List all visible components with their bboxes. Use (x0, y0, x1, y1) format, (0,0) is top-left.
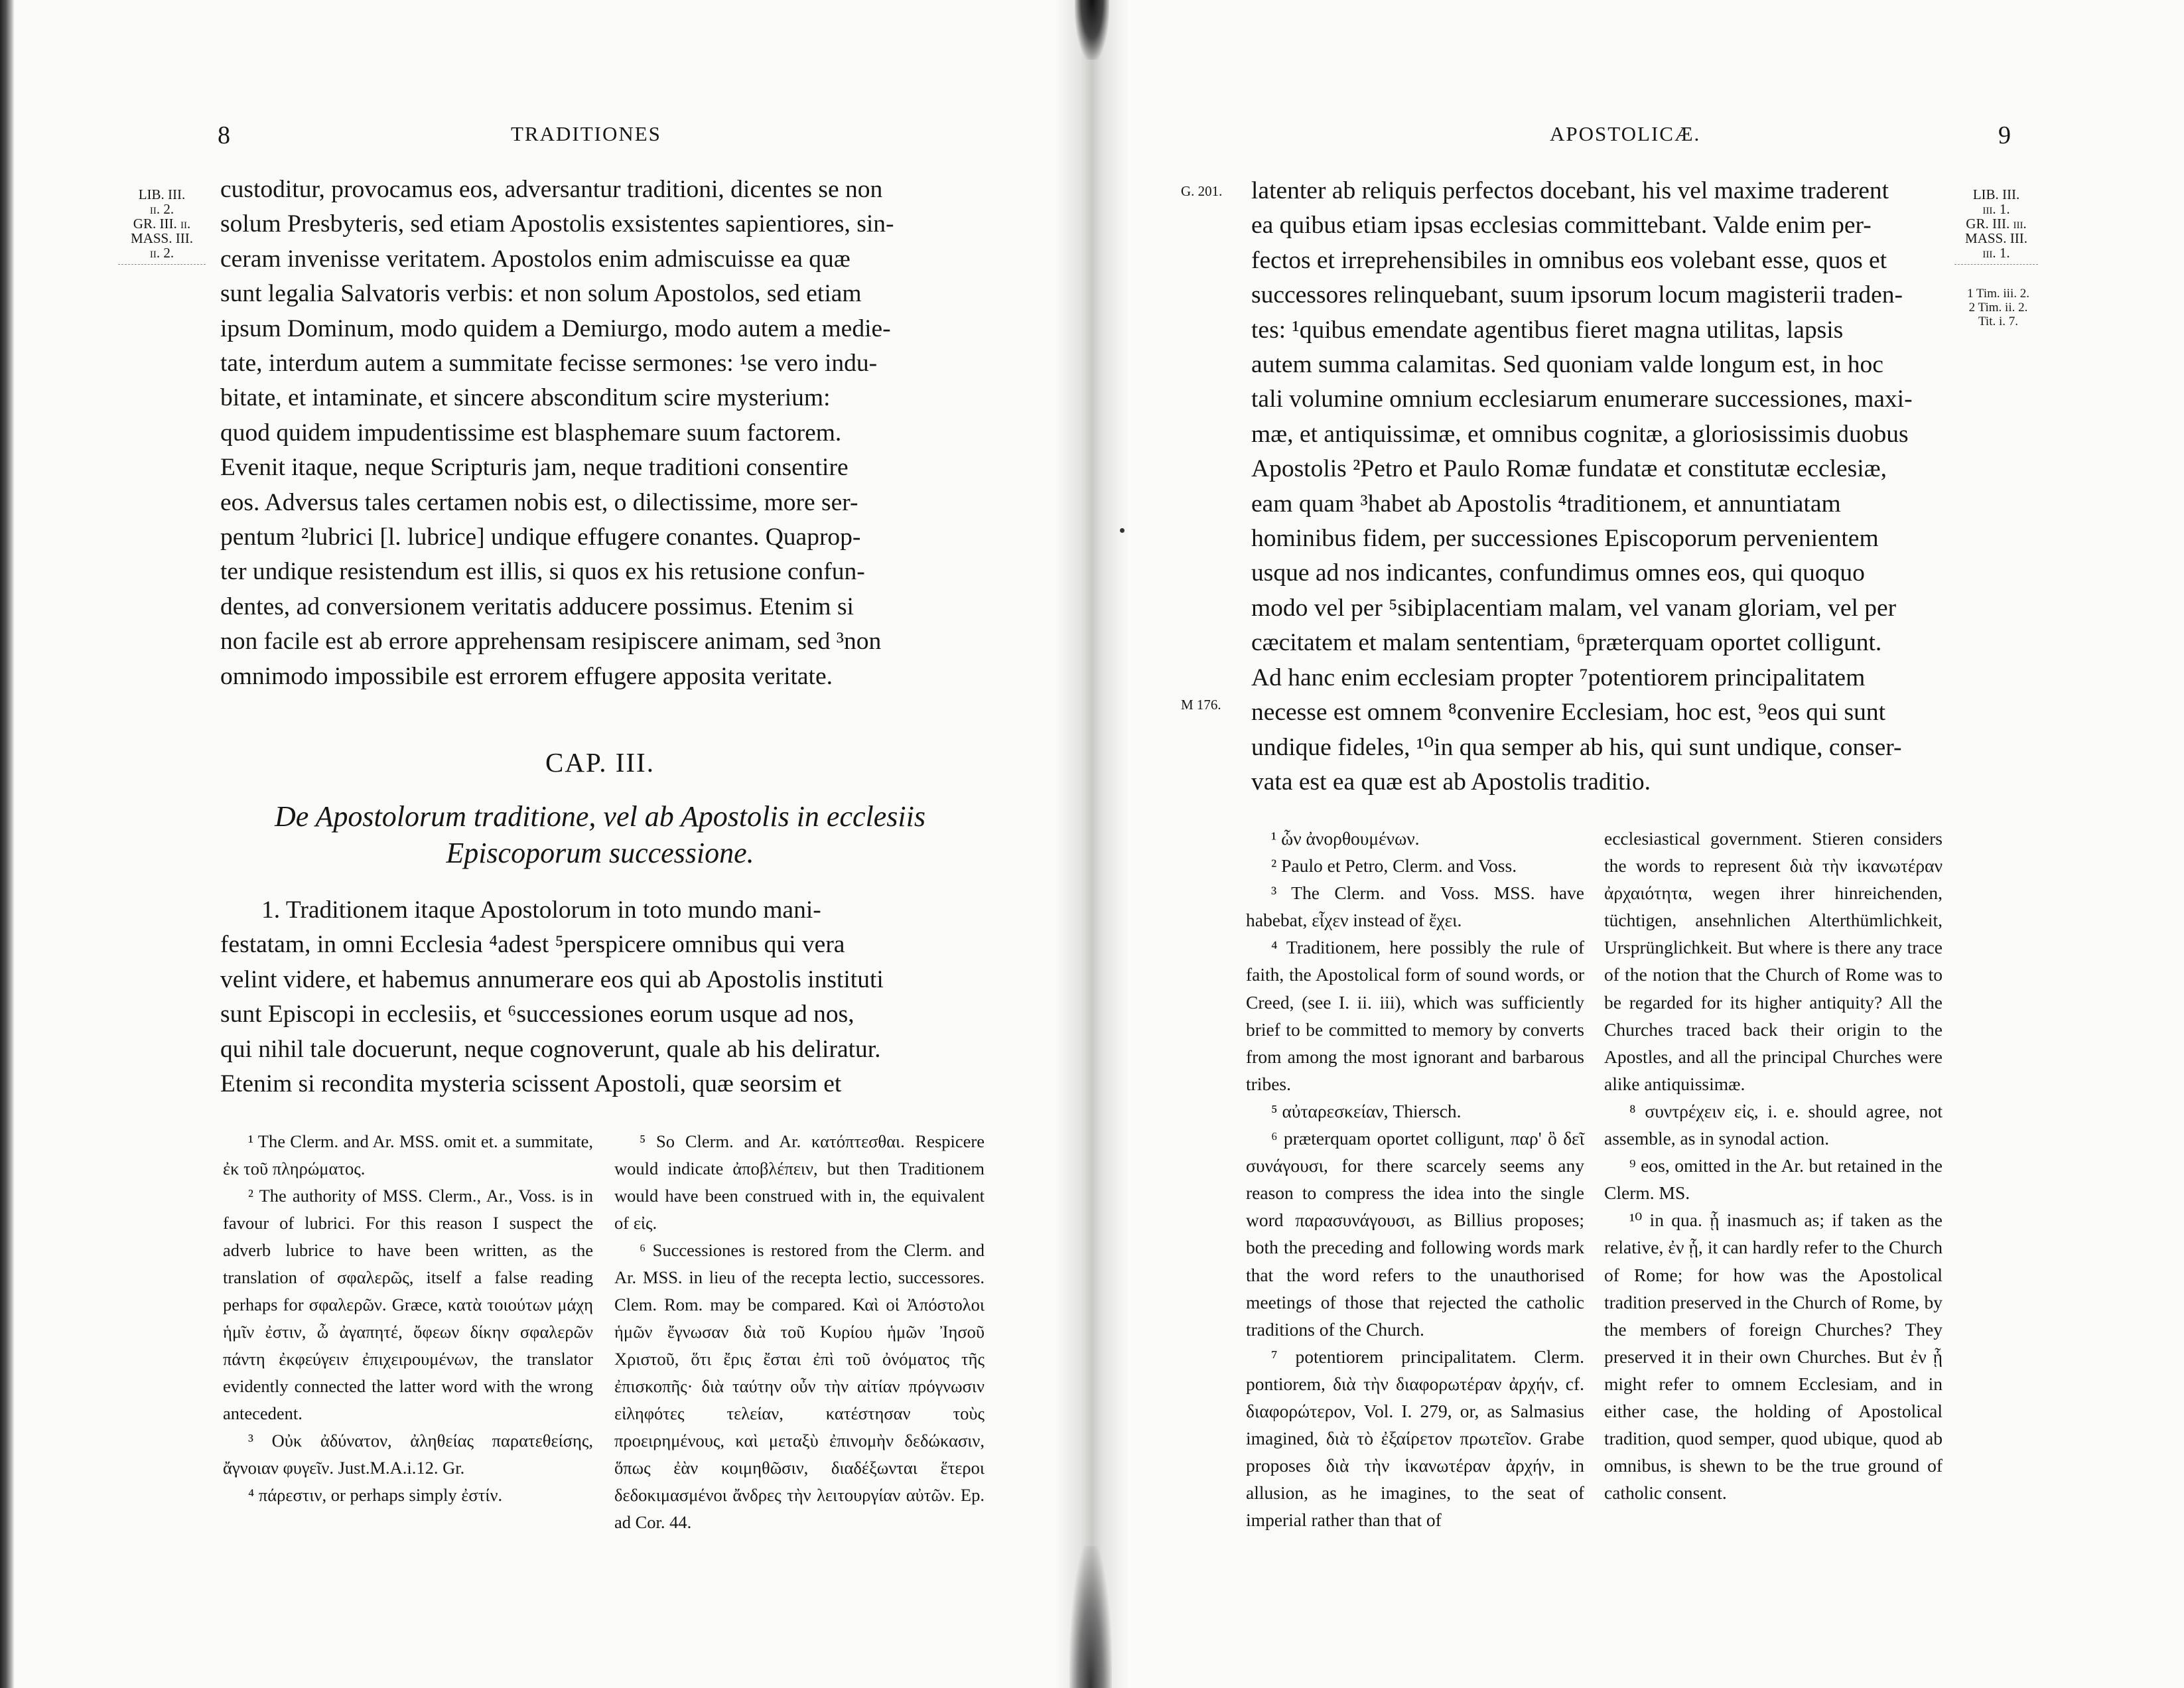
text-line: qui nihil tale docuerunt, neque cognoverunt, quale ab his deliratur. (220, 1035, 881, 1063)
scripture-ref: 2 Tim. ii. 2. (1968, 301, 2028, 315)
text-line: ea quibus etiam ipsas ecclesias committebant. Valde enim per- (1251, 212, 1872, 240)
subtitle-line: De Apostolorum traditione, vel ab Apostolis in ecclesiis (275, 800, 925, 833)
footnote: ³ The Clerm. and Voss. MSS. have habebat, εἶχεν instead of ἔχει. (1246, 882, 1584, 931)
text-line: festatam, in omni Ecclesia ⁴adest ⁵perspicere omnibus qui vera (220, 931, 845, 959)
right-page (1092, 0, 2184, 1688)
margin-dot (1120, 528, 1125, 533)
footnotes-column-2 (1604, 825, 1943, 1506)
text-line: dentes, ad conversionem veritatis adducere possimus. Etenim si (220, 593, 854, 620)
text-line: Apostolis ²Petro et Paulo Romæ fundatæ et constitutæ ecclesiæ, (1251, 455, 1887, 483)
text-line: ter undique resistendum est illis, si quos ex his retusione confun- (220, 558, 865, 586)
text-line: tali volumine omnium ecclesiarum enumerare successiones, maxi- (1251, 386, 1913, 413)
footnote: ² The authority of MSS. Clerm., Ar., Voss. is in favour of lubrici. For this reason I suspect the adverb lubrice to have been written, as the translation of σφαλερῶς, itself a false reading perhaps for σφαλερῶν. Græce, κατὰ τοιούτων μάχη ἡμῖν ἐστιν, ὦ ἀγαπητέ, ὄφεων δίκην σφαλερῶν πάντη ἐκφεύγειν ἐπιχειρουμένων, the translator evidently connected the latter word with the wrong antecedent. (223, 1186, 593, 1423)
page-number: 8 (218, 121, 230, 149)
margin-reference (1954, 187, 2038, 265)
chapter-subtitle (220, 798, 980, 871)
text-line: hominibus fidem, per successiones Episcoporum pervenientem (1251, 525, 1879, 553)
text-line: successores relinquebant, suum ipsorum locum magisterii traden- (1251, 281, 1903, 309)
margin-note-line: MASS. III. (131, 230, 193, 246)
margin-note-line: GR. III. ii. (133, 216, 191, 232)
text-line: usque ad nos indicantes, confundimus omnes eos, qui quoquo (1251, 559, 1865, 587)
text-line: 1. Traditionem itaque Apostolorum in toto mundo mani- (261, 896, 821, 924)
text-line: vata est ea quæ est ab Apostolis traditio. (1251, 768, 1651, 796)
footnote: ⁹ eos, omitted in the Ar. but retained in the Clerm. MS. (1604, 1155, 1943, 1204)
running-head: APOSTOLICÆ. (1550, 122, 1701, 145)
footnote: ¹ The Clerm. and Ar. MSS. omit et. a summitate, ἐκ τοῦ πληρώματος. (223, 1131, 593, 1178)
text-line: ceram invenisse veritatem. Apostolos enim admiscuisse ea quæ (220, 245, 851, 273)
text-line: non facile est ab errore apprehensam resipiscere animam, sed ³non (220, 628, 882, 656)
text-line: Evenit itaque, neque Scripturis jam, neque traditioni consentire (220, 454, 849, 482)
text-line: autem summa calamitas. Sed quoniam valde longum est, in hoc (1251, 351, 1883, 379)
text-line: quod quidem impudentissime est blasphemare suum factorem. (220, 419, 842, 447)
running-head: TRADITIONES (511, 122, 661, 145)
margin-note-line: ii. 2. (118, 246, 206, 265)
page-number: 9 (1998, 121, 2011, 149)
text-line: tate, interdum autem a summitate fecisse sermones: ¹se vero indu- (220, 350, 878, 378)
footnote: ⁴ Traditionem, here possibly the rule of faith, the Apostolical form of sound words, or Creed, (see I. ii. iii), which was sufficiently brief to be committed to memory by converts from among the most ignorant and barbarous tribes. (1246, 937, 1584, 1094)
text-line: pentum ²lubrici [l. lubrice] undique effugere conantes. Quaprop- (220, 524, 861, 551)
edition-marker: M 176. (1181, 697, 1221, 713)
subtitle-line: Episcoporum successione. (446, 837, 754, 869)
footnote: ecclesiastical government. Stieren considers the words to represent διὰ τὴν ἱκανωτέραν ἀρχαιότητα, wegen ihrer hinreichenden, tüchtigen, ansehnlichen Alterthümlichkeit, Ursprünglichkeit. But where is there any trace of the notion that the Church of Rome was to be regarded for its higher antiquity? All the Churches traced back their origin to the Apostles, and all the principal Churches were alike antiquissimæ. (1604, 828, 1943, 1094)
footnote: ² Paulo et Petro, Clerm. and Voss. (1271, 855, 1517, 877)
footnotes-column-2 (614, 1128, 985, 1536)
footnote: ⁶ præterquam oportet colligunt, παρ' ὃ δεῖ συνάγουσι, for there scarcely seems any reason to compress the idea into the single word παρασυνάγουσι, as Billius proposes; both the preceding and following words mark that the word refers to the unauthorised meetings of those that rejected the catholic traditions of the Church. (1246, 1128, 1584, 1340)
text-line: eos. Adversus tales certamen nobis est, o dilectissime, more ser- (220, 488, 858, 516)
section-text (220, 893, 980, 1101)
edition-marker: G. 201. (1181, 183, 1223, 199)
text-line: tes: ¹quibus emendate agentibus fieret magna utilitas, lapsis (1251, 316, 1844, 344)
margin-note-line: GR. III. iii. (1966, 216, 2027, 232)
text-line: undique fideles, ¹⁰in qua semper ab his, qui sunt undique, conser- (1251, 733, 1902, 761)
margin-reference (118, 187, 206, 265)
footnote: ⁸ συντρέχειν εἰς, i. e. should agree, not assemble, as in synodal action. (1604, 1100, 1943, 1149)
scripture-ref: Tit. i. 7. (1978, 315, 2019, 328)
footnotes-column-1 (1246, 825, 1584, 1533)
text-line: eam quam ³habet ab Apostolis ⁴traditionem, et annuntiatam (1251, 490, 1841, 518)
body-text (1251, 174, 1941, 800)
footnote: ⁵ So Clerm. and Ar. κατόπτεσθαι. Respicere would indicate ἀποβλέπειν, but then Traditionem would have been construed with in, the equivalent of εἰς. (614, 1131, 985, 1233)
footnotes-column-1 (223, 1128, 593, 1509)
margin-note-line: LIB. III. (1972, 186, 2020, 202)
margin-note-line: ii. 2. (149, 201, 174, 217)
footnote: ¹⁰ in qua. ᾗ inasmuch as; if taken as the relative, ἐν ᾗ, it can hardly refer to the Church of Rome; for how was the Apostolical tradition preserved in the Church of Rome, by the members of foreign Churches? They preserved it in their own Churches. But ἐν ᾗ might refer to omnem Ecclesiam, and in either case, the holding of Apostolical tradition, quod semper, quod ubique, quod ab omnibus, is shewn to be the true ground of catholic consent. (1604, 1210, 1943, 1504)
text-line: sunt legalia Salvatoris verbis: et non solum Apostolos, sed etiam (220, 280, 862, 308)
margin-note-line: iii. 1. (1982, 201, 2010, 217)
text-line: latenter ab reliquis perfectos docebant, his vel maxime traderent (1251, 177, 1889, 204)
footnote: ¹ ὧν ἀνορθουμένων. (1271, 828, 1420, 849)
text-line: sunt Episcopi in ecclesiis, et ⁶successiones eorum usque ad nos, (220, 1001, 854, 1028)
text-line: mæ, et antiquissimæ, et omnibus cognitæ, a gloriosissimis duobus (1251, 420, 1909, 448)
text-line: bitate, et intaminate, et sincere absconditum scire mysterium: (220, 384, 831, 412)
scripture-ref: 1 Tim. iii. 2. (1967, 287, 2029, 301)
margin-note-line: LIB. III. (138, 186, 186, 202)
footnote: ⁴ πάρεστιν, or perhaps simply ἐστίν. (248, 1485, 503, 1505)
text-line: cæcitatem et malam sententiam, ⁶præterquam oportet colligunt. (1251, 629, 1882, 657)
footnote: ⁷ potentiorem principalitatem. Clerm. pontiorem, διὰ τὴν διαφορωτέραν ἀρχήν, cf. διαφορώτερον, Vol. I. 279, or, as Salmasius imagined, διὰ τὸ ἐξαίρετον πρωτεῖον. Grabe proposes διὰ τὴν ἱκανωτέραν ἀρχήν, in allusion, as he imagines, to the seat of imperial rather than that of (1246, 1346, 1584, 1531)
text-line: omnimodo impossibile est errorem effugere apposita veritate. (220, 662, 833, 690)
text-line: modo vel per ⁵sibiplacentiam malam, vel vanam gloriam, vel per (1251, 594, 1897, 622)
text-line: fectos et irreprehensibiles in omnibus eos volebant esse, quos et (1251, 246, 1887, 274)
footnote: ⁵ αὐταρεσκείαν, Thiersch. (1271, 1100, 1462, 1121)
text-line: custoditur, provocamus eos, adversantur traditioni, dicentes se non (220, 176, 883, 203)
margin-note-line: MASS. III. (1965, 230, 2027, 246)
scripture-references (1952, 287, 2045, 328)
text-line: velint videre, et habemus annumerare eos qui ab Apostolis instituti (220, 965, 884, 993)
text-line: necesse est omnem ⁸convenire Ecclesiam, hoc est, ⁹eos qui sunt (1251, 699, 1886, 727)
text-line: Ad hanc enim ecclesiam propter ⁷potentiorem principalitatem (1251, 664, 1866, 691)
text-line: solum Presbyteris, sed etiam Apostolis exsistentes sapientiores, sin- (220, 210, 894, 238)
margin-note-line: iii. 1. (1954, 246, 2038, 265)
footnote: ³ Οὐκ ἀδύνατον, ἀληθείας παρατεθείσης, ἄγνοιαν φυγεῖν. Just.M.A.i.12. Gr. (223, 1431, 593, 1478)
body-text (220, 173, 980, 694)
text-line: ipsum Dominum, modo quidem a Demiurgo, modo autem a medie- (220, 315, 891, 342)
text-line: Etenim si recondita mysteria scissent Apostoli, quæ seorsim et (220, 1070, 842, 1098)
footnote: ⁶ Successiones is restored from the Clerm. and Ar. MSS. in lieu of the recepta lectio, successores. Clem. Rom. may be compared. Καὶ οἱ Ἀπόστολοι ἡμῶν ἔγνωσαν διὰ τοῦ Κυρίου ἡμῶν Ἰησοῦ Χριστοῦ, ὅτι ἔρις ἔσται ἐπὶ τοῦ ὀνόματος τῆς ἐπισκοπῆς· διὰ ταύτην οὖν τὴν αἰτίαν πρόγνωσιν εἰληφότες τελείαν, κατέστησαν τοὺς προειρημένους, καὶ μεταξὺ ἐπινομὴν δεδώκασιν, ὅπως ἐὰν κοιμηθῶσιν, διαδέξωνται ἕτεροι δεδοκιμασμένοι ἄνδρες τὴν λειτουργίαν αὐτῶν. Ep. ad Cor. 44. (614, 1240, 985, 1532)
chapter-heading: CAP. III. (545, 747, 655, 778)
